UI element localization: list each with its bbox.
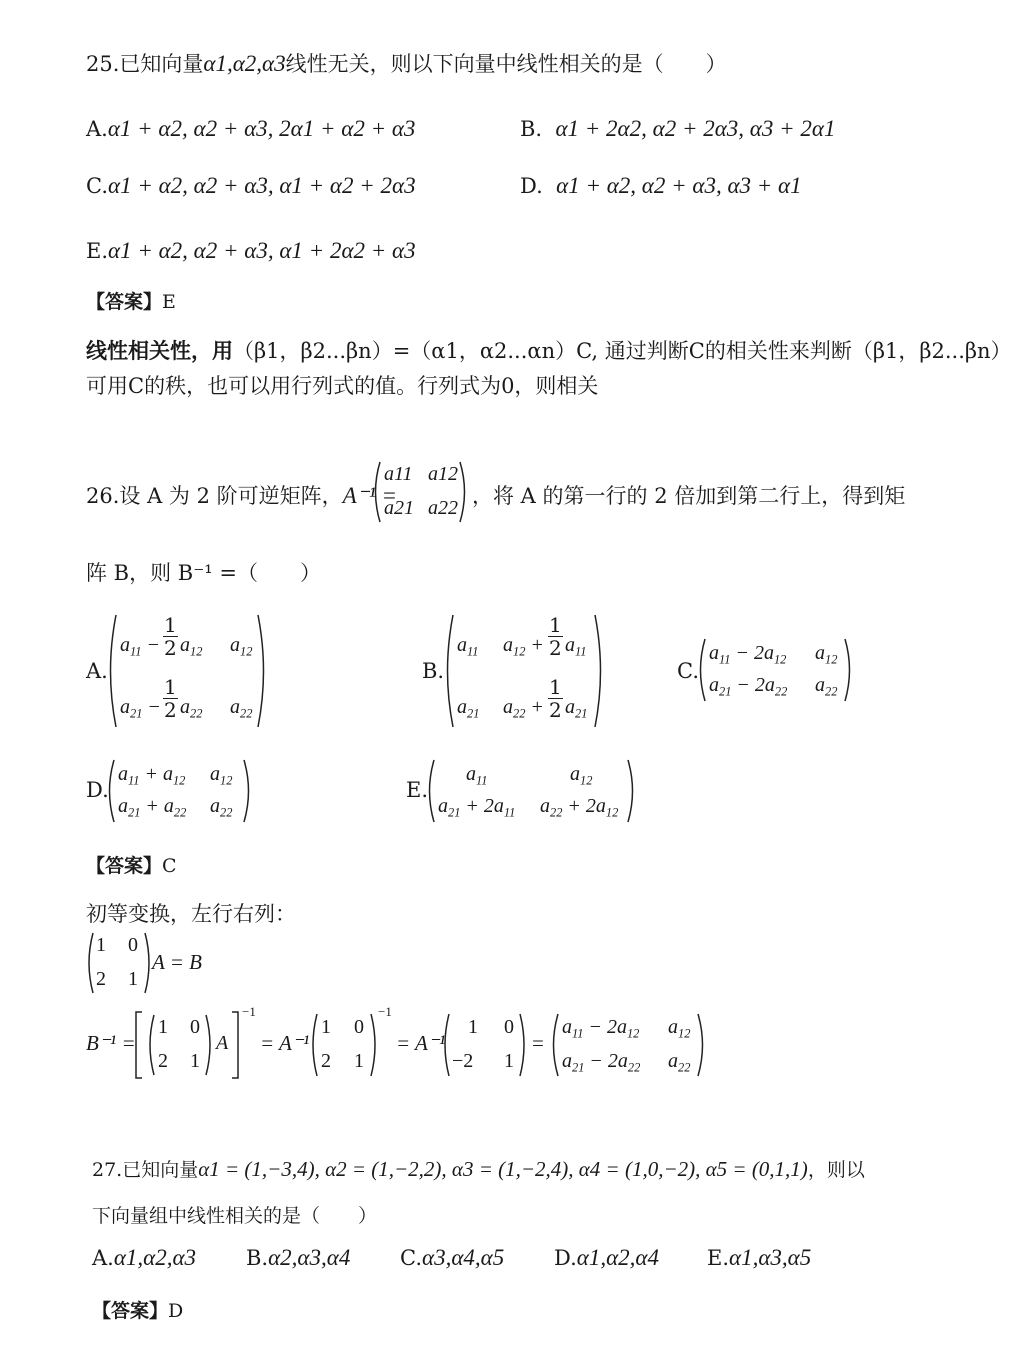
option-expr: α1 + α2, α2 + α3, α3 + α1 bbox=[556, 173, 802, 198]
matrix-cell: a12 bbox=[428, 463, 458, 485]
matrix-cell: 0 bbox=[504, 1016, 514, 1038]
q25-option-a bbox=[86, 116, 415, 142]
option-key: E. bbox=[707, 1246, 730, 1270]
q26-option-b-matrix bbox=[441, 612, 607, 730]
q27-option-a bbox=[92, 1245, 196, 1271]
inverse-exponent: −1 bbox=[378, 1004, 392, 1019]
answer-label: 【答案】 bbox=[92, 1300, 169, 1322]
option-key: E. bbox=[86, 239, 109, 263]
q25-stem-tail: 线性无关，则以下向量中线性相关的是（ ） bbox=[285, 52, 727, 76]
option-expr: α1 + α2, α2 + α3, α1 + α2 + 2α3 bbox=[108, 173, 416, 198]
q26-elementary-matrix bbox=[84, 930, 154, 996]
matrix-cell: $a_{21} - 2a_{22}$ bbox=[709, 674, 788, 699]
q26-option-b-key: B. bbox=[422, 659, 445, 683]
matrix-cell: $a_{11}$ bbox=[565, 634, 587, 659]
matrix-cell: $a_{22} + 2a_{12}$ bbox=[540, 795, 619, 820]
matrix-cell: 0 bbox=[128, 934, 138, 956]
q27-stem-line1 bbox=[92, 1155, 865, 1182]
answer-value: E bbox=[162, 291, 176, 313]
option-expr: α3,α4,α5 bbox=[422, 1245, 505, 1270]
q26-equation-2-equals: = bbox=[532, 1031, 544, 1055]
matrix-cell: $a_{11} + a_{12}$ bbox=[118, 763, 186, 788]
q27-option-c bbox=[400, 1245, 504, 1271]
matrix-cell: $a_{12}$ bbox=[815, 642, 838, 667]
matrix-cell: $a_{11}$ bbox=[466, 763, 488, 788]
matrix-cell: $a_{12}$ bbox=[210, 763, 233, 788]
matrix-cell: $a_{22}$ + bbox=[503, 696, 544, 721]
q26-answer bbox=[86, 851, 177, 878]
q25-explanation-line1 bbox=[86, 335, 1012, 365]
fraction-half: $\frac{1}{2}$ bbox=[549, 675, 562, 722]
q27-stem-vectors: α1 = (1,−3,4), α2 = (1,−2,2), α3 = (1,−2,4), α4 = (1,0,−2), α5 = (0,1,1) bbox=[198, 1157, 808, 1181]
q26-equation-2-lhs: B⁻¹ = bbox=[86, 1031, 136, 1055]
matrix-cell: $a_{11} - 2a_{12}$ bbox=[709, 642, 787, 667]
q26-option-d-matrix bbox=[104, 757, 254, 825]
matrix-cell: $a_{22}$ bbox=[230, 696, 253, 721]
q26-stem-line1 bbox=[86, 480, 397, 510]
q26-stem-line2 bbox=[86, 557, 321, 587]
q25-option-e bbox=[86, 238, 416, 264]
matrix-cell: $a_{12}$ bbox=[180, 634, 203, 659]
q26-stem-line1-tail bbox=[472, 480, 905, 510]
q26-equation-2-mid2: = A⁻¹ bbox=[396, 1031, 446, 1055]
fraction-half: $\frac{1}{2}$ bbox=[164, 613, 177, 660]
matrix-cell: 1 bbox=[96, 934, 106, 956]
matrix-cell: a22 bbox=[428, 497, 458, 519]
option-key: B. bbox=[246, 1246, 269, 1270]
option-key: A. bbox=[92, 1246, 114, 1270]
q25-option-d bbox=[520, 173, 802, 199]
inverse-exponent: −1 bbox=[242, 1004, 256, 1019]
matrix-cell: $a_{11} - 2a_{12}$ bbox=[562, 1016, 640, 1041]
option-key: C. bbox=[86, 174, 108, 198]
matrix-parentheses bbox=[84, 930, 154, 996]
q25-option-c bbox=[86, 173, 416, 199]
matrix-cell: $a_{21}$ − bbox=[120, 696, 161, 721]
q26-option-e-key: E. bbox=[406, 778, 429, 802]
option-key: B. bbox=[520, 117, 543, 141]
q26-result-matrix bbox=[548, 1010, 708, 1080]
q25-explanation-line2 bbox=[86, 370, 598, 400]
matrix-cell: 2 bbox=[158, 1050, 168, 1072]
q26-elementary-matrix-inverse-form bbox=[308, 1004, 400, 1080]
matrix-cell: $a_{12}$ bbox=[668, 1016, 691, 1041]
option-key: C. bbox=[400, 1246, 422, 1270]
q26-stem-lead: 26.设 A 为 2 阶可逆矩阵， bbox=[86, 484, 343, 508]
q25-answer bbox=[86, 287, 176, 314]
matrix-cell: 1 bbox=[468, 1016, 478, 1038]
answer-value: C bbox=[162, 855, 177, 877]
q26-inverse-symbol: A⁻¹ = bbox=[342, 483, 397, 508]
matrix-cell: $a_{21} + 2a_{11}$ bbox=[438, 795, 516, 820]
explanation-heading: 线性相关性，用 bbox=[86, 338, 233, 363]
q26-inverse-matrix bbox=[370, 459, 470, 525]
matrix-cell: −2 bbox=[452, 1050, 474, 1072]
option-expr: α1,α3,α5 bbox=[729, 1245, 812, 1270]
q26-stem-tail: ，将 A 的第一行的 2 倍加到第二行上，得到矩 bbox=[472, 484, 906, 508]
q26-option-c-matrix bbox=[695, 636, 855, 704]
matrix-cell: $a_{11}$ bbox=[457, 634, 479, 659]
matrix-cell: $a_{22}$ bbox=[815, 674, 838, 699]
option-expr: α1 + 2α2, α2 + 2α3, α3 + 2α1 bbox=[555, 116, 836, 141]
option-expr: α1 + α2, α2 + α3, α1 + 2α2 + α3 bbox=[108, 238, 416, 263]
matrix-cell: $a_{21} + a_{22}$ bbox=[118, 795, 187, 820]
explanation-text: （β1，β2...βn）=（α1，α2...αn）C, 通过判断C的相关性来判断（β1，β2...βn） bbox=[233, 339, 1012, 363]
q26-option-e-matrix bbox=[424, 757, 638, 825]
fraction-half: $\frac{1}{2}$ bbox=[164, 675, 177, 722]
q25-option-b bbox=[520, 116, 835, 142]
q27-option-d bbox=[554, 1245, 659, 1271]
q27-stem-tail: ，则以 bbox=[807, 1159, 865, 1181]
option-expr: α2,α3,α4 bbox=[268, 1245, 351, 1270]
matrix-cell: 0 bbox=[190, 1016, 200, 1038]
matrix-cell: $a_{22}$ bbox=[210, 795, 233, 820]
q27-option-b bbox=[246, 1245, 350, 1271]
q26-explanation: 初等变换，左行右列： bbox=[86, 902, 296, 926]
matrix-cell: 1 bbox=[504, 1050, 514, 1072]
option-key: A. bbox=[86, 117, 108, 141]
q26-option-a-matrix bbox=[104, 612, 270, 730]
matrix-cell: $a_{21}$ bbox=[565, 696, 588, 721]
matrix-cell: a11 bbox=[384, 463, 413, 485]
q26-option-a-key: A. bbox=[86, 659, 108, 683]
matrix-cell: $a_{12}$ + bbox=[503, 634, 544, 659]
matrix-cell: $a_{11}$ − bbox=[120, 634, 160, 659]
matrix-cell: $a_{21}$ bbox=[457, 696, 480, 721]
matrix-cell: $a_{12}$ bbox=[570, 763, 593, 788]
matrix-cell: 1 bbox=[190, 1050, 200, 1072]
matrix-symbol-a: A bbox=[216, 1032, 229, 1054]
option-expr: α1,α2,α3 bbox=[113, 1245, 197, 1270]
q26-stem-end: 阵 B，则 B⁻¹ =（ ） bbox=[86, 561, 321, 585]
matrix-cell: 2 bbox=[321, 1050, 331, 1072]
answer-label: 【答案】 bbox=[86, 855, 163, 877]
matrix-cell: 2 bbox=[96, 968, 106, 990]
q26-elementary-inverse-matrix bbox=[440, 1010, 530, 1080]
matrix-cell: 0 bbox=[354, 1016, 364, 1038]
explanation-text: 可用C的秩，也可以用行列式的值。行列式为0，则相关 bbox=[86, 374, 599, 398]
q26-equation-2-mid1: = A⁻¹ bbox=[260, 1031, 310, 1055]
matrix-cell: $a_{12}$ bbox=[230, 634, 253, 659]
matrix-cell: $a_{22}$ bbox=[668, 1050, 691, 1075]
q27-stem-lead: 27.已知向量 bbox=[92, 1159, 199, 1181]
option-expr: α1 + α2, α2 + α3, 2α1 + α2 + α3 bbox=[107, 116, 416, 141]
q26-option-c-key: C. bbox=[677, 659, 699, 683]
q25-stem-vectors: α1,α2,α3 bbox=[203, 51, 286, 76]
matrix-cell: $a_{21} - 2a_{22}$ bbox=[562, 1050, 641, 1075]
option-expr: α1,α2,α4 bbox=[576, 1245, 659, 1270]
q27-stem-line2: 下向量组中线性相关的是（ ） bbox=[92, 1205, 378, 1227]
matrix-cell: 1 bbox=[128, 968, 138, 990]
q27-answer bbox=[92, 1296, 183, 1323]
q25-stem bbox=[86, 48, 727, 78]
q26-equation-1: A = B bbox=[152, 950, 202, 974]
matrix-cell: $a_{22}$ bbox=[180, 696, 203, 721]
option-key: D. bbox=[520, 174, 543, 198]
matrix-cell: a21 bbox=[384, 497, 414, 519]
fraction-half: $\frac{1}{2}$ bbox=[549, 613, 562, 660]
answer-label: 【答案】 bbox=[86, 291, 163, 313]
option-key: D. bbox=[554, 1246, 577, 1270]
matrix-cell: 1 bbox=[158, 1016, 168, 1038]
q26-bracket-product bbox=[134, 1004, 258, 1080]
q25-stem-lead: 25.已知向量 bbox=[86, 52, 204, 76]
q27-option-e bbox=[707, 1245, 811, 1271]
matrix-cell: 1 bbox=[321, 1016, 331, 1038]
matrix-cell: 1 bbox=[354, 1050, 364, 1072]
answer-value: D bbox=[168, 1300, 184, 1322]
q26-option-d-key: D. bbox=[86, 778, 109, 802]
